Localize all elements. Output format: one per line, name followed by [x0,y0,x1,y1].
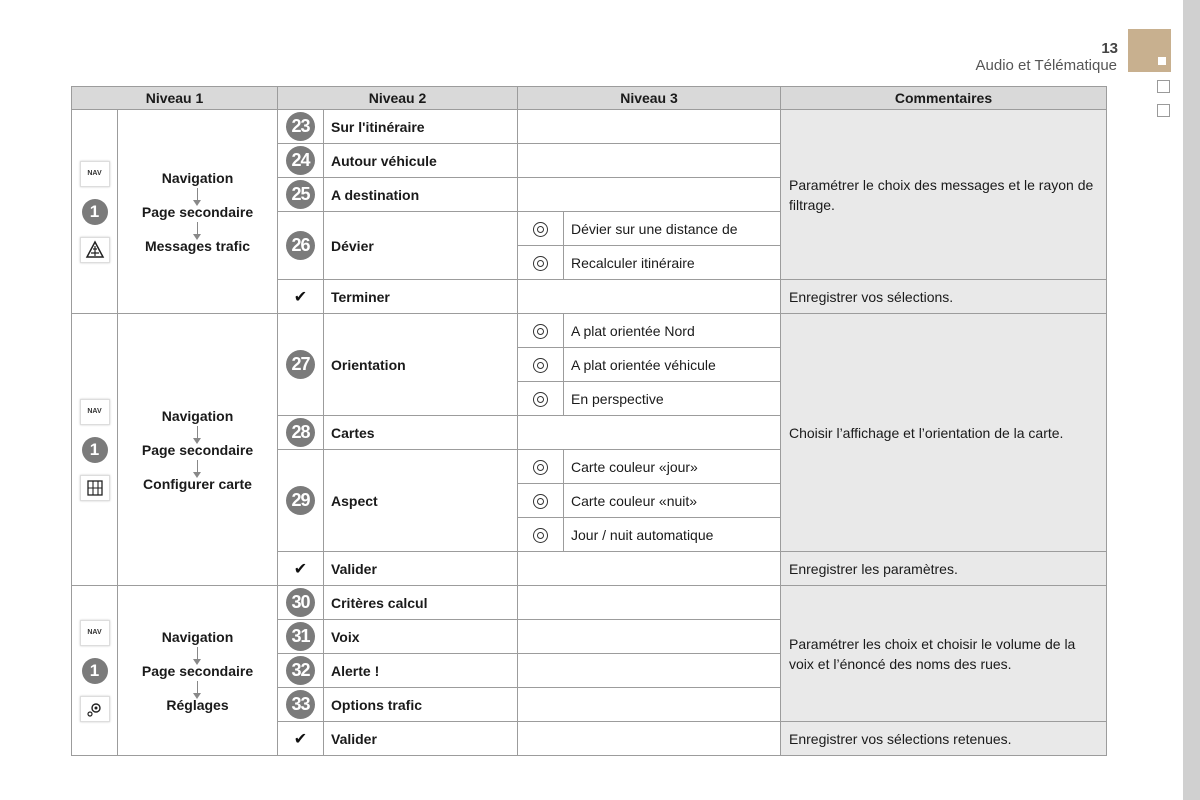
arrow-down-icon [197,647,198,663]
level2-label: Terminer [324,280,518,314]
level2-label: Dévier [324,212,518,280]
menu-path [118,586,278,756]
level3-option: A plat orientée Nord [564,314,781,348]
item-number-badge: 31 [286,622,315,651]
chapter-tab-box [1157,80,1170,93]
item-number-badge: 29 [286,486,315,515]
menu-path [118,110,278,314]
menu-table [71,86,1107,756]
nav-button-icon: NAV [80,620,110,646]
section-title: Audio et Télématique [975,57,1117,74]
page-number: 13 [1101,40,1118,57]
nav-button-icon: NAV [80,161,110,187]
level2-label: Alerte ! [324,654,518,688]
comment-cell: Enregistrer vos sélections. [781,280,1107,314]
item-number-badge: 32 [286,656,315,685]
level3-option: Jour / nuit automatique [564,518,781,552]
path-step: Messages trafic [144,237,251,254]
radio-option-icon [533,528,548,543]
map-icon [80,475,110,501]
path-step: Page secondaire [141,203,254,220]
path-step: Navigation [161,169,234,186]
radio-option-icon [533,392,548,407]
comment-cell: Enregistrer vos sélections retenues. [781,722,1107,756]
settings-gear-icon [80,696,110,722]
nav-button-icon: NAV [80,399,110,425]
item-number-badge: 27 [286,350,315,379]
chapter-tab-marker [1128,29,1171,72]
item-number-badge: 24 [286,146,315,175]
level2-label: Valider [324,552,518,586]
level3-option: Carte couleur «nuit» [564,484,781,518]
checkmark-icon: ✔ [293,288,308,306]
checkmark-icon: ✔ [293,560,308,578]
item-number-badge: 26 [286,231,315,260]
level3-option: Dévier sur une distance de [564,212,781,246]
arrow-down-icon [197,188,198,204]
level3-option: En perspective [564,382,781,416]
path-step: Page secondaire [141,662,254,679]
column-header: Niveau 1 [72,87,278,110]
icon-column [72,110,118,314]
arrow-down-icon [197,426,198,442]
arrow-down-icon [197,460,198,476]
level3-option: Recalculer itinéraire [564,246,781,280]
path-step: Configurer carte [143,475,252,492]
level2-label: Aspect [324,450,518,552]
number-one-icon: 1 [82,437,108,463]
level2-label: A destination [324,178,518,212]
table-row [72,586,1107,620]
radio-option-icon [533,324,548,339]
checkmark-icon: ✔ [293,730,308,748]
radio-option-icon [533,358,548,373]
item-number-badge: 23 [286,112,315,141]
traffic-warning-icon [80,237,110,263]
chapter-tab-box [1157,104,1170,117]
number-one-icon: 1 [82,658,108,684]
level2-label: Autour véhicule [324,144,518,178]
level2-label: Valider [324,722,518,756]
radio-option-icon [533,494,548,509]
icon-column [72,586,118,756]
comment-cell: Enregistrer les paramètres. [781,552,1107,586]
radio-option-icon [533,256,548,271]
table-row [72,110,1107,144]
path-step: Page secondaire [141,441,254,458]
table-row [72,314,1107,348]
arrow-down-icon [197,222,198,238]
path-step: Navigation [161,628,234,645]
icon-column [72,314,118,586]
item-number-badge: 33 [286,690,315,719]
number-one-icon: 1 [82,199,108,225]
level3-option: A plat orientée véhicule [564,348,781,382]
level2-label: Critères calcul [324,586,518,620]
item-number-badge: 25 [286,180,315,209]
page-edge-strip [1183,0,1200,800]
radio-option-icon [533,222,548,237]
item-number-badge: 28 [286,418,315,447]
level2-label: Cartes [324,416,518,450]
level2-label: Sur l'itinéraire [324,110,518,144]
table-header-row [72,87,1107,110]
comment-cell: Paramétrer le choix des messages et le rayon de filtrage. [781,110,1107,280]
item-number-badge: 30 [286,588,315,617]
column-header: Niveau 2 [278,87,518,110]
comment-cell: Choisir l’affichage et l’orientation de la carte. [781,314,1107,552]
column-header: Niveau 3 [518,87,781,110]
level2-label: Voix [324,620,518,654]
radio-option-icon [533,460,548,475]
arrow-down-icon [197,681,198,697]
path-step: Navigation [161,407,234,424]
column-header: Commentaires [781,87,1107,110]
level3-option: Carte couleur «jour» [564,450,781,484]
level2-label: Orientation [324,314,518,416]
path-step: Réglages [166,696,229,713]
comment-cell: Paramétrer les choix et choisir le volume de la voix et l’énoncé des noms des rues. [781,586,1107,722]
level2-label: Options trafic [324,688,518,722]
menu-path [118,314,278,586]
